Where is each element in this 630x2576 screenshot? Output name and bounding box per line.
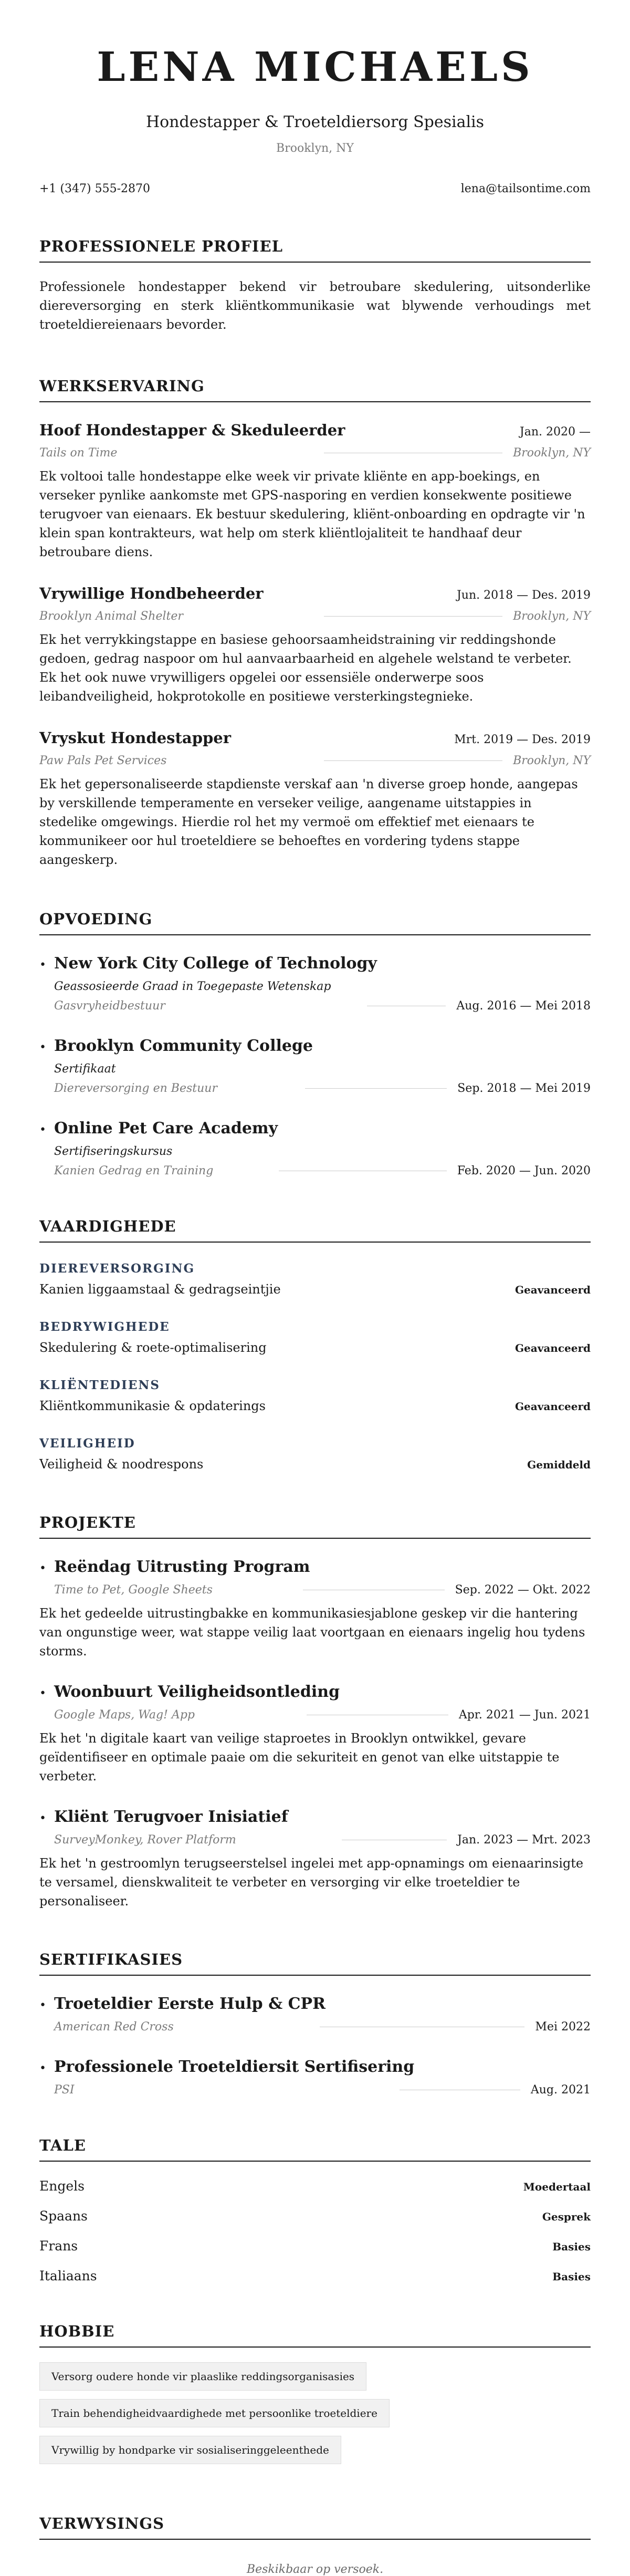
hobby-tag: Versorg oudere honde vir plaaslike reddingsorganisasies (39, 2362, 366, 2391)
job-description: Ek het verrykkingstappe en basiese gehoorsaamheidstraining vir reddingshonde gedoen, gedrag naspoor om hul aanvaarbaarheid en algehele welstand te verbeter. Ek het ook nuwe vrywilligers opgelei oor essensiële onderwerpe soos leibandveiligheid, hokprotokolle en positiewe versterkingstegnieke. (39, 632, 572, 704)
project-description: Ek het 'n digitale kaart van veilige staproetes in Brooklyn ontwikkel, gevare geïdentifiseer en optimale paaie om die sekuriteit en genot van elke uitstappie te verbeter. (39, 1731, 560, 1784)
certification-entry (39, 2058, 591, 2097)
skill-category (39, 1261, 591, 1297)
divider (324, 760, 502, 761)
bullet-icon: • (39, 1687, 46, 1700)
hobby-list (39, 2362, 591, 2473)
job-date: Mrt. 2019 — Des. 2019 (454, 733, 591, 746)
project-tools: Time to Pet, Google Sheets (54, 1583, 213, 1597)
language-list (39, 2178, 591, 2283)
job-title: Vrywillige Hondbeheerder (39, 585, 264, 602)
section-heading: WERKSERVARING (39, 377, 591, 402)
project-tools: Google Maps, Wag! App (54, 1708, 195, 1722)
skill-category-label: BEDRYWIGHEDE (39, 1320, 170, 1334)
project-date: Sep. 2022 — Okt. 2022 (455, 1583, 591, 1597)
language-level: Gesprek (542, 2210, 591, 2223)
references-section (39, 2515, 591, 2576)
section-heading: HOBBIE (39, 2322, 591, 2348)
education-entry (39, 954, 591, 1013)
hobbies-section (39, 2322, 591, 2473)
skill-category (39, 1378, 591, 1413)
experience-section (39, 377, 591, 869)
language-level: Moedertaal (523, 2181, 591, 2193)
bullet-icon: • (39, 1562, 46, 1575)
skills-section (39, 1217, 591, 1472)
project-title: Woonbuurt Veiligheidsontleding (54, 1683, 340, 1701)
job-date: Jan. 2020 — (519, 425, 591, 439)
skill-name: Skedulering & roete-optimalisering (39, 1340, 267, 1355)
language-name: Engels (39, 2178, 85, 2194)
education-section (39, 910, 591, 1177)
skill-category (39, 1436, 591, 1472)
section-heading: TALE (39, 2136, 591, 2162)
hobby-tag: Vrywillig by hondparke vir sosialiseringgeleenthede (39, 2436, 341, 2464)
job-location: Brooklyn, NY (513, 754, 591, 767)
project-entry (39, 1558, 591, 1661)
education-entry (39, 1119, 591, 1177)
language-row (39, 2268, 591, 2283)
project-title: Kliënt Terugvoer Inisiatief (54, 1808, 288, 1826)
bullet-icon: • (39, 1041, 46, 1054)
section-heading: VERWYSINGS (39, 2515, 591, 2540)
project-date: Jan. 2023 — Mrt. 2023 (457, 1833, 591, 1847)
skill-level: Gemiddeld (527, 1458, 591, 1471)
field-of-study: Kanien Gedrag en Training (54, 1164, 214, 1177)
bullet-icon: • (39, 1123, 46, 1136)
degree: Geassosieerde Graad in Toegepaste Wetenskap (54, 980, 331, 993)
school-name: New York City College of Technology (54, 954, 377, 973)
projects-section (39, 1514, 591, 1911)
skill-category-label: KLIËNTEDIENS (39, 1378, 160, 1392)
candidate-location: Brooklyn, NY (276, 142, 354, 155)
skill-category-label: DIEREVERSORGING (39, 1261, 195, 1276)
job-location: Brooklyn, NY (513, 446, 591, 460)
bullet-icon: • (39, 2062, 46, 2075)
job-title: Vryskut Hondestapper (39, 729, 231, 747)
certification-title: Troeteldier Eerste Hulp & CPR (54, 1995, 326, 2013)
job-location: Brooklyn, NY (513, 610, 591, 623)
language-row (39, 2208, 591, 2224)
skill-level: Geavanceerd (514, 1342, 591, 1354)
project-date: Apr. 2021 — Jun. 2021 (458, 1708, 591, 1722)
skill-name: Kanien liggaamstaal & gedragseintjie (39, 1282, 281, 1297)
education-date: Aug. 2016 — Mei 2018 (456, 999, 591, 1013)
profile-section (39, 237, 591, 334)
language-level: Basies (552, 2240, 591, 2253)
certifications-section (39, 1951, 591, 2097)
project-tools: SurveyMonkey, Rover Platform (54, 1833, 236, 1847)
divider (324, 616, 502, 617)
skill-name: Kliëntkommunikasie & opdaterings (39, 1399, 266, 1413)
education-date: Sep. 2018 — Mei 2019 (457, 1082, 591, 1095)
job-company: Tails on Time (39, 446, 118, 460)
certification-entry (39, 1995, 591, 2033)
project-entry (39, 1683, 591, 1786)
hobby-tag: Train behendigheidvaardighede met persoonlike troeteldiere (39, 2399, 390, 2427)
contact-row (39, 182, 591, 195)
phone-number: +1 (347) 555-2870 (39, 182, 150, 195)
job-entry (39, 729, 591, 869)
project-title: Reëndag Uitrusting Program (54, 1558, 310, 1576)
candidate-name: LENA MICHAELS (97, 44, 533, 91)
certification-date: Aug. 2021 (530, 2083, 591, 2097)
certification-issuer: American Red Cross (54, 2020, 174, 2033)
resume-header (39, 0, 591, 195)
field-of-study: Gasvryheidbestuur (54, 999, 165, 1013)
skill-category-label: VEILIGHEID (39, 1436, 135, 1451)
section-heading: VAARDIGHEDE (39, 1217, 591, 1243)
candidate-title: Hondestapper & Troeteldiersorg Spesialis (145, 113, 485, 131)
certification-date: Mei 2022 (535, 2020, 591, 2033)
language-name: Frans (39, 2238, 78, 2254)
section-heading: SERTIFIKASIES (39, 1951, 591, 1976)
certification-issuer: PSI (54, 2083, 75, 2097)
job-description: Ek het gepersonaliseerde stapdienste verskaf aan 'n diverse groep honde, aangepas by verskillende temperamente en verseker veilige, aangename uitstappies in stedelike omgewings. Hierdie rol het my vermoë om effektief met eienaars te kommunikeer oor hul troeteldiere se behoeftes en vordering tydens stappe aangeskerp. (39, 777, 578, 867)
bullet-icon: • (39, 1999, 46, 2012)
references-text: Beskikbaar op versoek. (246, 2563, 384, 2576)
skill-level: Geavanceerd (514, 1400, 591, 1413)
job-entry (39, 421, 591, 561)
language-row (39, 2238, 591, 2254)
job-entry (39, 585, 591, 706)
field-of-study: Diereversorging en Bestuur (54, 1082, 217, 1095)
bullet-icon: • (39, 1812, 46, 1825)
language-level: Basies (552, 2270, 591, 2283)
job-description: Ek voltooi talle hondestappe elke week vir private kliënte en app-boekings, en verseker pynlike aankomste met GPS-nasporing en verdien konsekwente positiewe terugvoer van eienaars. Ek bestuur skedulering, kliënt-onboarding en opdragte vir 'n klein span kontrakteurs, wat help om sterk kliëntlojaliteit te handhaaf deur betroubare diens. (39, 469, 585, 559)
school-name: Brooklyn Community College (54, 1037, 313, 1055)
project-description: Ek het gedeelde uitrustingbakke en kommunikasiesjablone geskep vir die hantering van ongunstige weer, wat stappe veilig laat voortgaan en eienaars ingelig hou tydens storms. (39, 1606, 585, 1659)
skill-name: Veiligheid & noodrespons (39, 1457, 204, 1472)
language-name: Italiaans (39, 2268, 97, 2283)
skill-level: Geavanceerd (514, 1284, 591, 1296)
divider (305, 1088, 447, 1089)
profile-text: Professionele hondestapper bekend vir betroubare skedulering, uitsonderlike diereversorging en sterk kliëntkommunikasie wat blywende verhoudings met troeteldiereienaars bevorder. (39, 279, 591, 332)
degree: Sertifikaat (54, 1062, 116, 1076)
job-company: Paw Pals Pet Services (39, 754, 167, 767)
school-name: Online Pet Care Academy (54, 1119, 278, 1138)
languages-section (39, 2136, 591, 2283)
job-title: Hoof Hondestapper & Skeduleerder (39, 421, 345, 439)
email-address[interactable]: lena@tailsontime.com (460, 182, 591, 195)
section-heading: OPVOEDING (39, 910, 591, 935)
section-heading: PROJEKTE (39, 1514, 591, 1539)
education-date: Feb. 2020 — Jun. 2020 (457, 1164, 591, 1177)
project-entry (39, 1808, 591, 1911)
section-heading: PROFESSIONELE PROFIEL (39, 237, 591, 263)
job-date: Jun. 2018 — Des. 2019 (456, 589, 591, 602)
language-row (39, 2178, 591, 2194)
job-company: Brooklyn Animal Shelter (39, 610, 183, 623)
skill-category (39, 1320, 591, 1355)
education-entry (39, 1037, 591, 1095)
degree: Sertifiseringskursus (54, 1145, 173, 1158)
language-name: Spaans (39, 2208, 88, 2224)
bullet-icon: • (39, 958, 46, 972)
project-description: Ek het 'n gestroomlyn terugseerstelsel ingelei met app-opnamings om eienaarinsigte te versamel, dienskwaliteit te verbeter en versorging vir elke troeteldier te personaliseer. (39, 1856, 584, 1908)
certification-title: Professionele Troeteldiersit Sertifisering (54, 2058, 415, 2076)
